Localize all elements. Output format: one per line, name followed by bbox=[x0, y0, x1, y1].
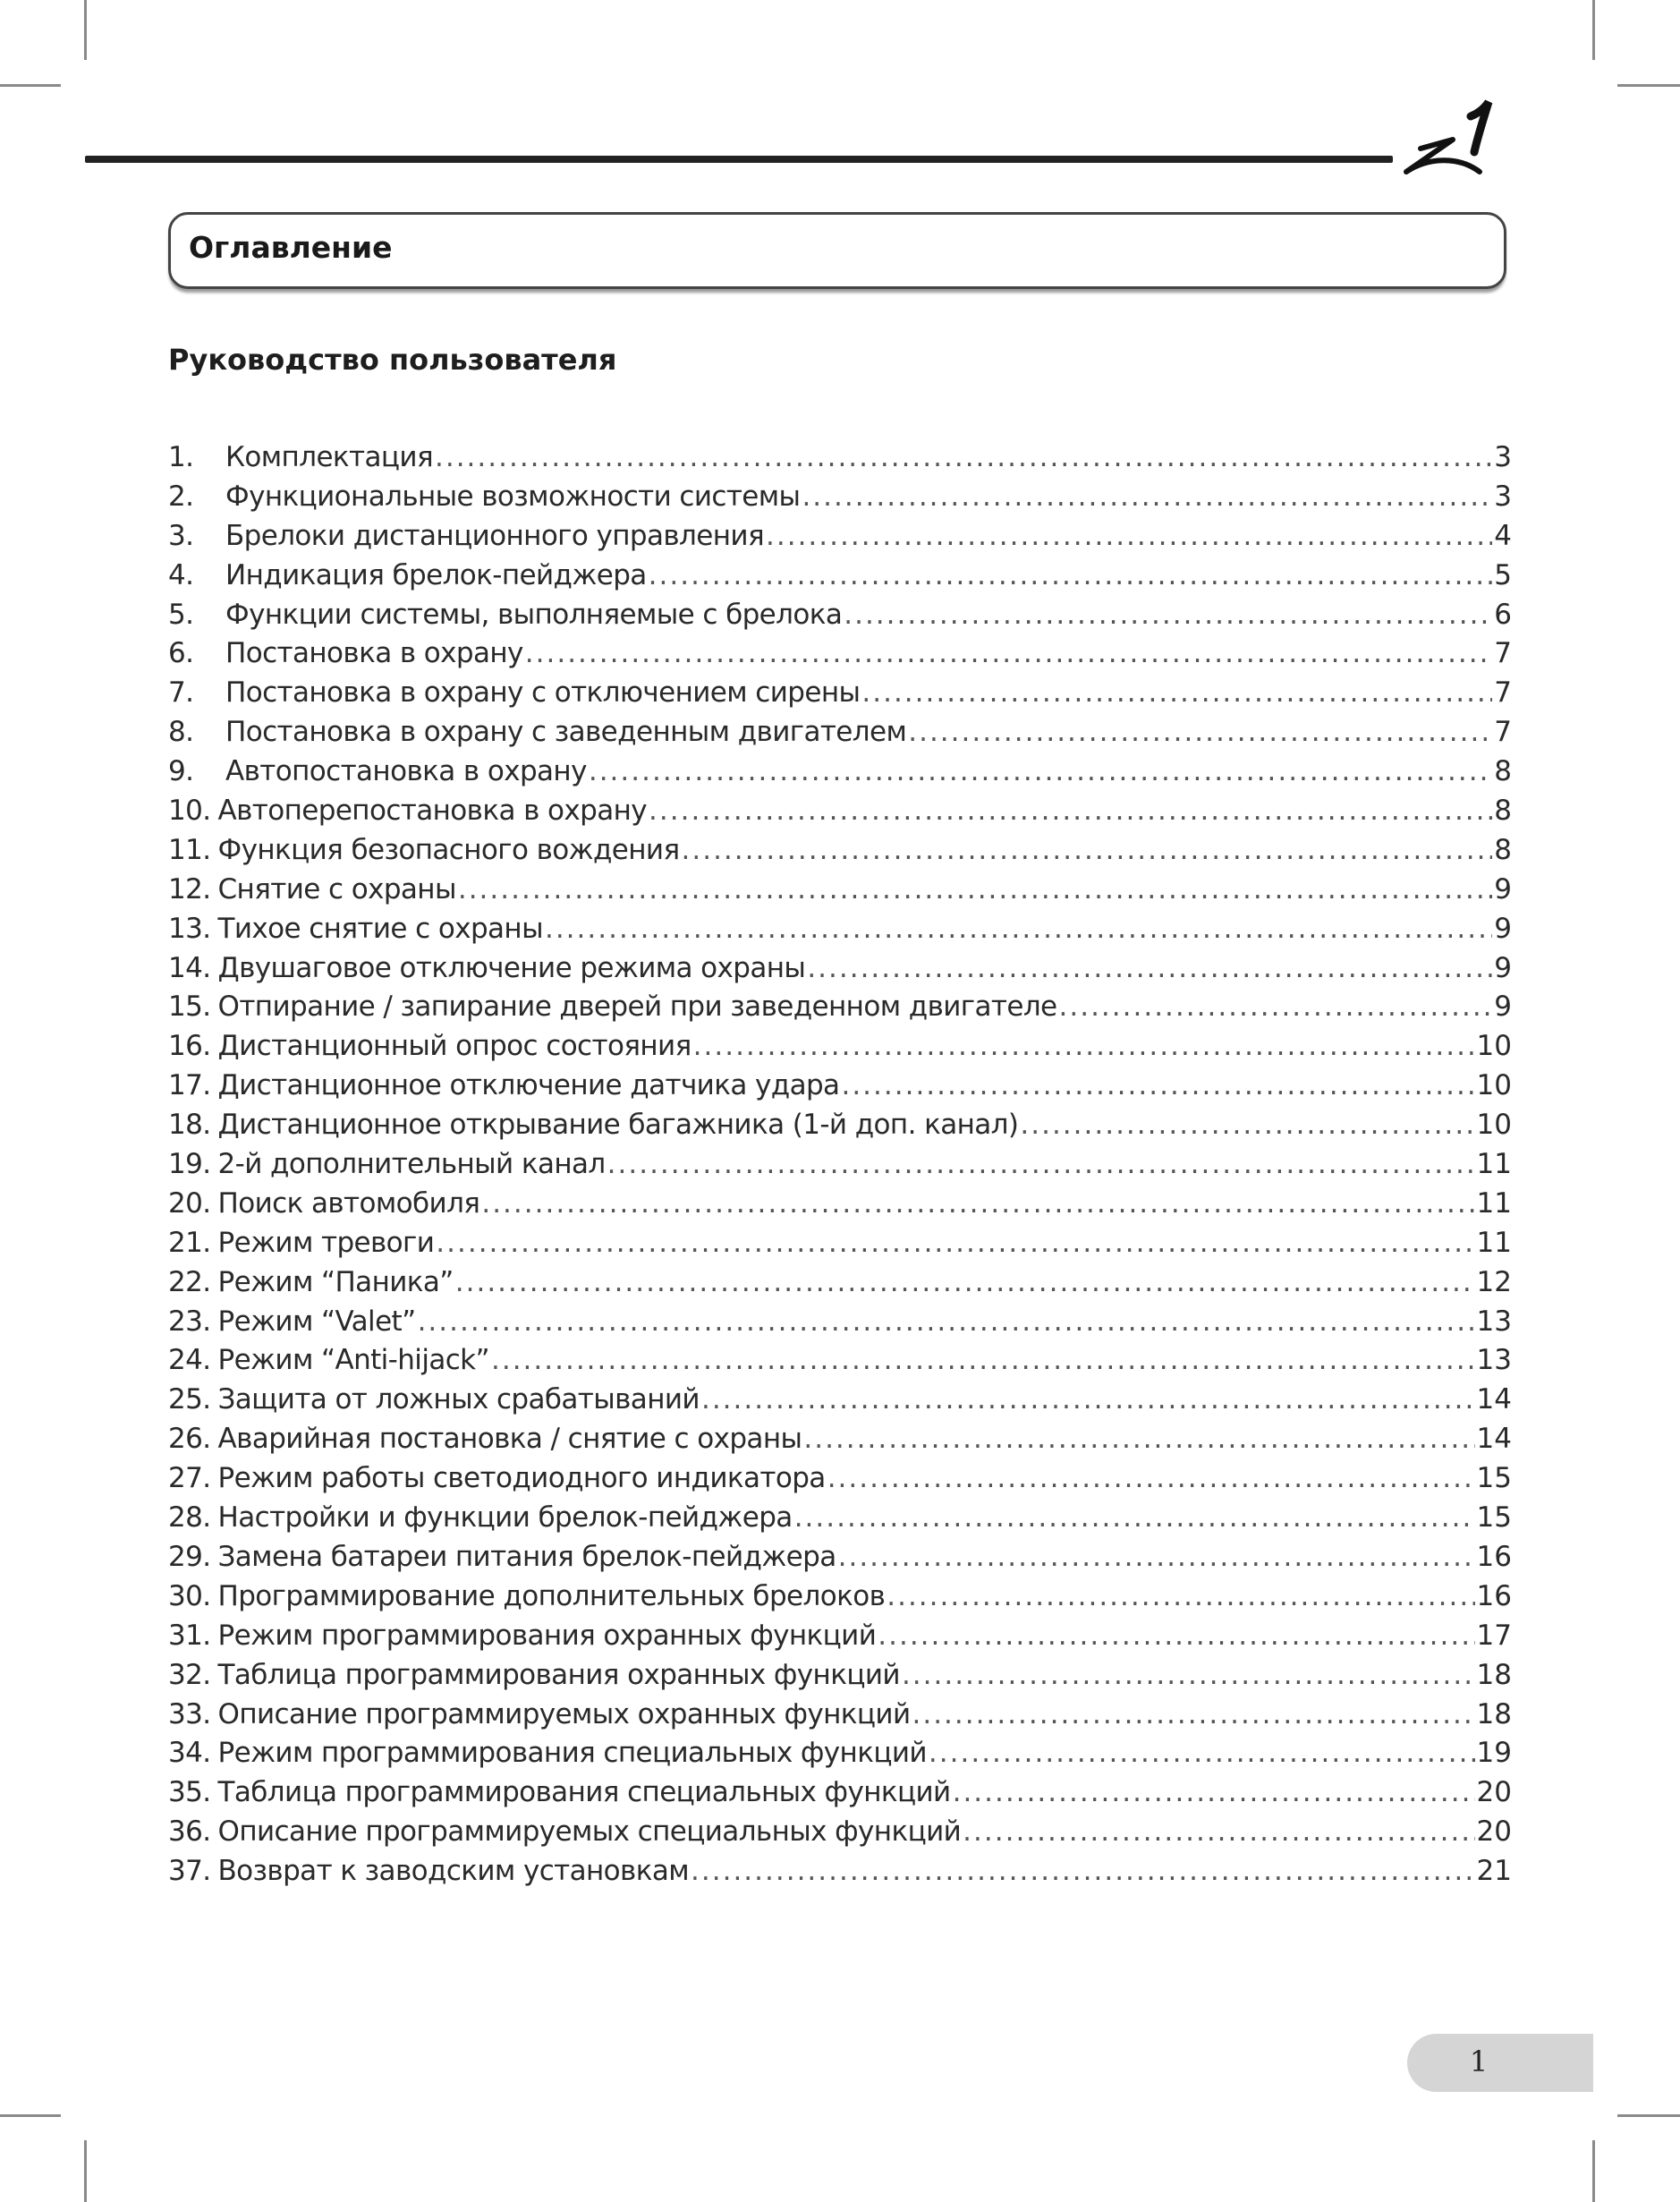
toc-entry-title: Функции системы, выполняемые с брелока bbox=[225, 598, 843, 631]
toc-entry-title: Замена батареи питания брелок-пейджера bbox=[217, 1540, 836, 1573]
toc-entry-title: Постановка в охрану с заведенным двигателем bbox=[225, 716, 907, 749]
toc-entry-page: 11 bbox=[1476, 1148, 1512, 1181]
toc-entry-page: 7 bbox=[1494, 676, 1512, 710]
toc-entry-page: 6 bbox=[1494, 598, 1512, 631]
toc-entry-number: 32. bbox=[168, 1658, 211, 1691]
toc-dot-leader bbox=[794, 1499, 1475, 1538]
toc-dot-leader bbox=[908, 713, 1492, 752]
toc-entry-number: 30. bbox=[168, 1579, 211, 1612]
toc-dot-leader bbox=[766, 517, 1492, 557]
z1-logo-icon bbox=[1401, 97, 1517, 183]
toc-entry-title: Постановка в охрану bbox=[225, 637, 523, 670]
toc-entry-number: 10. bbox=[168, 795, 211, 828]
toc-entry-page: 8 bbox=[1494, 795, 1512, 828]
toc-entry-title: Таблица программирования охранных функций bbox=[217, 1658, 900, 1691]
toc-entry[interactable] bbox=[168, 1106, 1512, 1145]
toc-entry-title: Возврат к заводским установкам bbox=[217, 1855, 690, 1888]
toc-entry-number: 2. bbox=[168, 480, 194, 513]
toc-entry[interactable] bbox=[168, 1027, 1512, 1067]
toc-entry-title: Программирование дополнительных брелоков bbox=[217, 1579, 886, 1612]
toc-entry-page: 18 bbox=[1476, 1658, 1512, 1691]
toc-entry-number: 15. bbox=[168, 990, 211, 1024]
toc-entry-number: 7. bbox=[168, 676, 194, 710]
toc-entry-page: 9 bbox=[1494, 951, 1512, 984]
toc-entry-page: 13 bbox=[1476, 1305, 1512, 1338]
toc-entry[interactable] bbox=[168, 596, 1512, 635]
toc-entry-title: Режим тревоги bbox=[217, 1226, 435, 1259]
toc-entry-number: 37. bbox=[168, 1855, 211, 1888]
toc-entry-page: 5 bbox=[1494, 558, 1512, 591]
toc-entry-number: 28. bbox=[168, 1501, 211, 1535]
toc-entry[interactable] bbox=[168, 1185, 1512, 1224]
toc-entry-title: Снятие с охраны bbox=[217, 872, 456, 905]
toc-dot-leader bbox=[649, 557, 1493, 596]
toc-entry-number: 36. bbox=[168, 1815, 211, 1849]
page-number-tab bbox=[1407, 2034, 1593, 2092]
toc-dot-leader bbox=[693, 1027, 1475, 1067]
toc-dot-leader bbox=[838, 1538, 1475, 1577]
toc-entry-number: 17. bbox=[168, 1069, 211, 1102]
toc-entry-title: Дистанционное открывание багажника (1-й доп. канал) bbox=[217, 1109, 1019, 1142]
toc-entry-title: Описание программируемых специальных функций bbox=[217, 1815, 962, 1849]
toc-entry-number: 29. bbox=[168, 1540, 211, 1573]
section-heading: Руководство пользователя bbox=[168, 343, 617, 377]
toc-entry[interactable] bbox=[168, 1852, 1512, 1892]
toc-entry-title: Поиск автомобиля bbox=[217, 1186, 480, 1220]
toc-entry-page: 4 bbox=[1494, 519, 1512, 552]
toc-dot-leader bbox=[861, 674, 1492, 713]
toc-entry-page: 16 bbox=[1476, 1540, 1512, 1573]
toc-dot-leader bbox=[1020, 1106, 1474, 1145]
toc-dot-leader bbox=[1059, 988, 1493, 1027]
toc-dot-leader bbox=[878, 1617, 1474, 1656]
toc-dot-leader bbox=[691, 1852, 1475, 1892]
toc-entry[interactable] bbox=[168, 1656, 1512, 1696]
toc-entry[interactable] bbox=[168, 517, 1512, 557]
toc-entry-number: 35. bbox=[168, 1776, 211, 1809]
toc-entry-number: 31. bbox=[168, 1619, 211, 1652]
crop-mark-bottom-right-vertical bbox=[1592, 2140, 1595, 2202]
page-number: 1 bbox=[1469, 2045, 1489, 2079]
toc-entry-number: 6. bbox=[168, 637, 194, 670]
toc-entry-number: 11. bbox=[168, 833, 211, 866]
toc-dot-leader bbox=[418, 1303, 1475, 1342]
toc-entry-number: 27. bbox=[168, 1462, 211, 1495]
toc-entry[interactable] bbox=[168, 1067, 1512, 1106]
toc-entry[interactable] bbox=[168, 1303, 1512, 1342]
toc-dot-leader bbox=[963, 1813, 1474, 1852]
toc-entry[interactable] bbox=[168, 1813, 1512, 1852]
toc-dot-leader bbox=[525, 634, 1492, 674]
toc-entry[interactable] bbox=[168, 634, 1512, 674]
toc-entry[interactable] bbox=[168, 1734, 1512, 1773]
toc-entry-title: Отпирание / запирание дверей при заведенном двигателе bbox=[217, 990, 1057, 1024]
toc-entry-number: 5. bbox=[168, 598, 194, 631]
toc-entry-number: 14. bbox=[168, 951, 211, 984]
toc-entry-page: 12 bbox=[1476, 1265, 1512, 1298]
toc-entry-title: Функциональные возможности системы bbox=[225, 480, 801, 513]
toc-entry[interactable] bbox=[168, 1459, 1512, 1499]
toc-entry-number: 9. bbox=[168, 755, 194, 788]
page-title: Оглавление bbox=[189, 230, 393, 265]
toc-dot-leader bbox=[841, 1067, 1474, 1106]
toc-dot-leader bbox=[802, 478, 1492, 517]
toc-dot-leader bbox=[649, 792, 1492, 831]
toc-entry-title: Двушаговое отключение режима охраны bbox=[217, 951, 806, 984]
toc-entry-title: Режим “Anti-hijack” bbox=[217, 1344, 489, 1377]
toc-entry[interactable] bbox=[168, 674, 1512, 713]
toc-dot-leader bbox=[607, 1145, 1475, 1185]
toc-entry[interactable] bbox=[168, 1224, 1512, 1263]
header-rule bbox=[85, 156, 1393, 163]
toc-entry[interactable] bbox=[168, 1341, 1512, 1381]
toc-dot-leader bbox=[912, 1696, 1475, 1735]
toc-entry-page: 16 bbox=[1476, 1579, 1512, 1612]
toc-entry-page: 7 bbox=[1494, 716, 1512, 749]
toc-entry-page: 13 bbox=[1476, 1344, 1512, 1377]
toc-entry-page: 10 bbox=[1476, 1109, 1512, 1142]
toc-entry[interactable] bbox=[168, 1773, 1512, 1813]
toc-entry-page: 14 bbox=[1476, 1423, 1512, 1456]
crop-mark-top-right-vertical bbox=[1592, 0, 1595, 60]
toc-entry-number: 13. bbox=[168, 912, 211, 945]
toc-entry-title: Режим программирования охранных функций bbox=[217, 1619, 877, 1652]
toc-entry-number: 8. bbox=[168, 716, 194, 749]
toc-entry[interactable] bbox=[168, 910, 1512, 949]
toc-entry-title: Комплектация bbox=[225, 441, 433, 473]
toc-entry-page: 9 bbox=[1494, 872, 1512, 905]
toc-entry-title: Дистанционный опрос состояния bbox=[217, 1030, 692, 1063]
toc-entry[interactable] bbox=[168, 1538, 1512, 1577]
toc-entry-title: Индикация брелок-пейджера bbox=[225, 558, 647, 591]
toc-entry[interactable] bbox=[168, 1577, 1512, 1617]
toc-dot-leader bbox=[827, 1459, 1475, 1499]
toc-entry-title: Защита от ложных срабатываний bbox=[217, 1383, 700, 1416]
toc-entry[interactable] bbox=[168, 1263, 1512, 1303]
toc-entry-title: Дистанционное отключение датчика удара bbox=[217, 1069, 840, 1102]
crop-mark-bottom-right-horizontal bbox=[1617, 2114, 1680, 2117]
toc-entry-page: 11 bbox=[1476, 1186, 1512, 1220]
toc-entry[interactable] bbox=[168, 792, 1512, 831]
toc-entry[interactable] bbox=[168, 752, 1512, 792]
toc-dot-leader bbox=[701, 1381, 1475, 1420]
toc-entry[interactable] bbox=[168, 1420, 1512, 1459]
toc-entry-title: Тихое снятие с охраны bbox=[217, 912, 543, 945]
toc-entry-number: 4. bbox=[168, 558, 194, 591]
toc-entry-title: Аварийная постановка / снятие с охраны bbox=[217, 1423, 802, 1456]
toc-entry-page: 10 bbox=[1476, 1069, 1512, 1102]
toc-entry-title: Брелоки дистанционного управления bbox=[225, 519, 765, 552]
crop-mark-top-left-vertical bbox=[84, 0, 87, 60]
toc-dot-leader bbox=[545, 910, 1492, 949]
toc-entry-page: 18 bbox=[1476, 1697, 1512, 1730]
toc-entry-number: 24. bbox=[168, 1344, 211, 1377]
toc-entry-page: 19 bbox=[1476, 1737, 1512, 1770]
toc-entry-title: Функция безопасного вождения bbox=[217, 833, 680, 866]
toc-entry[interactable] bbox=[168, 1499, 1512, 1538]
toc-entry[interactable] bbox=[168, 831, 1512, 871]
toc-entry-title: Настройки и функции брелок-пейджера bbox=[217, 1501, 793, 1535]
toc-entry-number: 19. bbox=[168, 1148, 211, 1181]
toc-entry-page: 10 bbox=[1476, 1030, 1512, 1063]
toc-entry[interactable] bbox=[168, 988, 1512, 1027]
toc-entry-page: 11 bbox=[1476, 1226, 1512, 1259]
toc-entry-title: Режим работы светодиодного индикатора bbox=[217, 1462, 826, 1495]
crop-mark-top-right-horizontal bbox=[1617, 84, 1680, 87]
toc-entry-title: Автопостановка в охрану bbox=[225, 755, 587, 788]
toc-entry-number: 33. bbox=[168, 1697, 211, 1730]
toc-entry-page: 20 bbox=[1476, 1815, 1512, 1849]
toc-dot-leader bbox=[589, 752, 1492, 792]
toc-entry-page: 21 bbox=[1476, 1855, 1512, 1888]
toc-entry-page: 15 bbox=[1476, 1462, 1512, 1495]
toc-entry-number: 25. bbox=[168, 1383, 211, 1416]
toc-dot-leader bbox=[887, 1577, 1474, 1617]
toc-entry-number: 20. bbox=[168, 1186, 211, 1220]
toc-title-box bbox=[168, 212, 1506, 289]
toc-entry-title: 2-й дополнительный канал bbox=[217, 1148, 606, 1181]
toc-entry-number: 21. bbox=[168, 1226, 211, 1259]
toc-entry-page: 3 bbox=[1494, 441, 1512, 473]
toc-entry-page: 7 bbox=[1494, 637, 1512, 670]
toc-entry-number: 34. bbox=[168, 1737, 211, 1770]
toc-entry-page: 8 bbox=[1494, 755, 1512, 788]
toc-entry-page: 17 bbox=[1476, 1619, 1512, 1652]
toc-entry[interactable] bbox=[168, 1381, 1512, 1420]
toc-entry[interactable] bbox=[168, 949, 1512, 989]
toc-entry-title: Режим “Паника” bbox=[217, 1265, 454, 1298]
toc-entry-title: Автоперепостановка в охрану bbox=[217, 795, 648, 828]
toc-entry-page: 14 bbox=[1476, 1383, 1512, 1416]
toc-dot-leader bbox=[844, 596, 1492, 635]
toc-entry-number: 12. bbox=[168, 872, 211, 905]
toc-entry[interactable] bbox=[168, 557, 1512, 596]
toc-entry-title: Постановка в охрану с отключением сирены bbox=[225, 676, 861, 710]
toc-entry-page: 20 bbox=[1476, 1776, 1512, 1809]
crop-mark-bottom-left-vertical bbox=[84, 2140, 87, 2202]
toc-dot-leader bbox=[458, 871, 1492, 910]
toc-entry-number: 1. bbox=[168, 441, 194, 473]
crop-mark-bottom-left-horizontal bbox=[0, 2114, 61, 2117]
toc-entry-page: 9 bbox=[1494, 990, 1512, 1024]
toc-entry-number: 22. bbox=[168, 1265, 211, 1298]
toc-entry-number: 23. bbox=[168, 1305, 211, 1338]
toc-entry-page: 15 bbox=[1476, 1501, 1512, 1535]
toc-entry-title: Режим “Valet” bbox=[217, 1305, 416, 1338]
toc-dot-leader bbox=[481, 1185, 1474, 1224]
toc-entry-number: 18. bbox=[168, 1109, 211, 1142]
toc-dot-leader bbox=[436, 1224, 1474, 1263]
toc-entry-title: Описание программируемых охранных функций bbox=[217, 1697, 911, 1730]
toc-entry[interactable] bbox=[168, 478, 1512, 517]
toc-entry-page: 9 bbox=[1494, 912, 1512, 945]
toc-dot-leader bbox=[902, 1656, 1475, 1696]
toc-dot-leader bbox=[455, 1263, 1475, 1303]
toc-dot-leader bbox=[682, 831, 1493, 871]
toc-entry[interactable] bbox=[168, 713, 1512, 752]
toc-entry-title: Таблица программирования специальных функций bbox=[217, 1776, 951, 1809]
table-of-contents bbox=[168, 438, 1512, 1892]
toc-dot-leader bbox=[807, 949, 1492, 989]
toc-dot-leader bbox=[929, 1734, 1475, 1773]
toc-entry[interactable] bbox=[168, 1617, 1512, 1656]
toc-entry[interactable] bbox=[168, 871, 1512, 910]
toc-entry-number: 3. bbox=[168, 519, 194, 552]
toc-dot-leader bbox=[491, 1341, 1475, 1381]
toc-entry[interactable] bbox=[168, 1145, 1512, 1185]
toc-entry-number: 26. bbox=[168, 1423, 211, 1456]
toc-entry-page: 8 bbox=[1494, 833, 1512, 866]
toc-entry[interactable] bbox=[168, 1696, 1512, 1735]
crop-mark-top-left-horizontal bbox=[0, 84, 61, 87]
toc-dot-leader bbox=[953, 1773, 1475, 1813]
toc-entry-number: 16. bbox=[168, 1030, 211, 1063]
toc-entry[interactable] bbox=[168, 438, 1512, 478]
toc-entry-title: Режим программирования специальных функций bbox=[217, 1737, 927, 1770]
toc-entry-page: 3 bbox=[1494, 480, 1512, 513]
toc-dot-leader bbox=[435, 438, 1492, 478]
toc-dot-leader bbox=[803, 1420, 1474, 1459]
